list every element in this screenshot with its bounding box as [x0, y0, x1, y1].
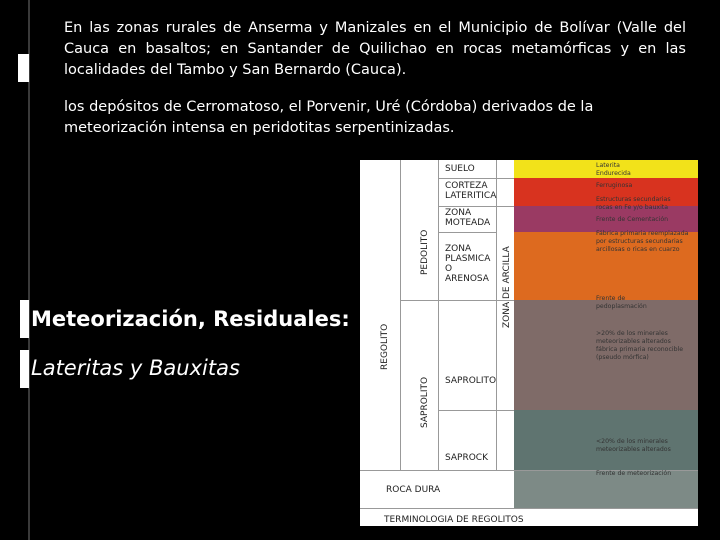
- ann-menor20: <20% de los minerales: [596, 438, 668, 445]
- ann-frente-meteorizacion: Frente de meteorización: [596, 470, 672, 477]
- row-line-7: [360, 508, 698, 509]
- row-line-5: [438, 410, 514, 411]
- paragraph-2: los depósitos de Cerromatoso, el Porvenir, Uré (Córdoba) derivados de la meteorización intensa en peridotitas serpentinizadas.: [64, 99, 594, 136]
- ann-arcillosas: arcillosas o ricas en cuarzo: [596, 246, 680, 253]
- ann-frente-pedo: Frente de: [596, 295, 626, 302]
- row-line-2: [438, 206, 514, 207]
- paragraph-1: En las zonas rurales de Anserma y Manizales en el Municipio de Bolívar (Valle del Cauca en basaltos; en Santander de Quilichao en rocas metamórficas y en las localidades del Tambo y San Bernardo (Cauca).: [64, 20, 686, 78]
- col-arcilla: ZONA DE ARCILLA: [502, 246, 512, 328]
- label-saprock: SAPROCK: [445, 453, 488, 463]
- title: Meteorización, Residuales:: [31, 307, 350, 331]
- row-line-3: [438, 232, 496, 233]
- ann-pedoplasmacion: pedoplasmación: [596, 303, 647, 310]
- ann-rocas: rocas en Fe y/o bauxita: [596, 204, 669, 211]
- label-roca: ROCA DURA: [386, 485, 441, 495]
- label-moteada: ZONA MOTEADA: [445, 208, 491, 228]
- ann-por-estructuras: por estructuras secundarias: [596, 238, 683, 245]
- ann-ferruginosa: Ferruginosa: [596, 182, 633, 189]
- label-plasmica: ZONA PLASMICA O ARENOSA: [445, 244, 491, 284]
- ann-endurecida: Endurecida: [596, 170, 631, 177]
- ann-laterita: Laterita: [596, 162, 620, 169]
- label-suelo: SUELO: [445, 164, 475, 174]
- col-pedolito: PEDOLITO: [420, 229, 430, 275]
- ann-meteorizables: meteorizables alterados: [596, 338, 671, 345]
- subtitle: Lateritas y Bauxitas: [31, 356, 240, 380]
- regolith-diagram: [360, 160, 698, 526]
- ann-fabrica-reemplazada: Fábrica primaria reemplazada: [596, 230, 689, 237]
- row-line-1: [438, 178, 514, 179]
- bullet-2: [20, 300, 29, 338]
- ann-mayor20: >20% de los minerales: [596, 330, 668, 337]
- row-line-4: [400, 300, 514, 301]
- ann-estructuras: Estructuras secundarias: [596, 196, 671, 203]
- ann-meteorizables-alt: meteorizables alterados: [596, 446, 671, 453]
- ann-pseudo: (pseudo mórfica): [596, 354, 649, 361]
- bullet-3: [20, 350, 29, 388]
- col-regolito: REGOLITO: [380, 323, 390, 370]
- label-saprolito: SAPROLITO: [445, 376, 497, 386]
- ann-fabrica-primaria: fábrica primaria reconocible: [596, 346, 684, 353]
- bullet-1: [18, 54, 29, 82]
- ann-frente-cementacion: Frente de Cementación: [596, 216, 669, 223]
- label-corteza: CORTEZA LATERITICA: [445, 181, 497, 201]
- col-line-1: [400, 160, 401, 470]
- col-saprolito: SAPROLITO: [420, 376, 430, 428]
- diagram-footer: TERMINOLOGIA DE REGOLITOS: [384, 515, 524, 525]
